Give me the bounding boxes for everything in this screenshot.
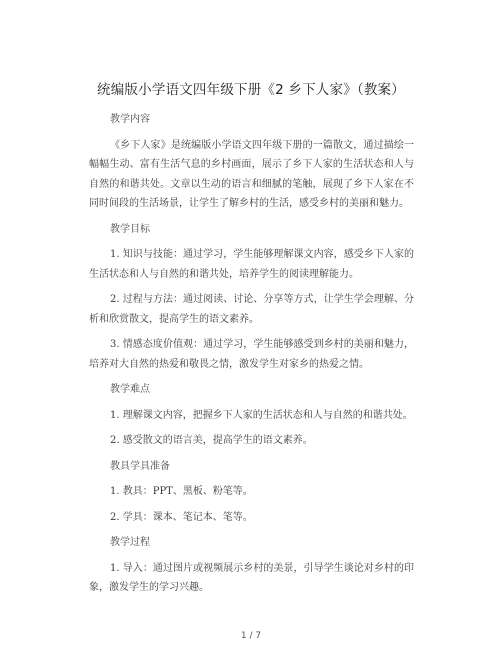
section-heading: 教学目标 bbox=[110, 223, 150, 235]
paragraph: 1. 导入：通过图片或视频展示乡村的美景，引导学生谈论对乡村的印象，激发学生的学习兴趣。 bbox=[89, 562, 414, 593]
paragraph: 2. 学具：课本、笔记本、笔等。 bbox=[110, 511, 253, 523]
section-heading: 教学内容 bbox=[110, 114, 150, 125]
document-body bbox=[89, 110, 414, 604]
section-heading: 教学难点 bbox=[110, 384, 150, 395]
paragraph: 3. 情感态度价值观：通过学习，学生能够感受到乡村的美丽和魅力，培养对大自然的热爱和敬畏之情，激发学生对家乡的热爱之情。 bbox=[89, 339, 414, 370]
page-number: 1 / 7 bbox=[240, 631, 262, 641]
paragraph: 2. 过程与方法：通过阅读、讨论、分享等方式，让学生学会理解、分析和欣赏散文，提高学生的语文素养。 bbox=[89, 294, 414, 325]
paragraph: 1. 理解课文内容，把握乡下人家的生活状态和人与自然的和谐共处。 bbox=[110, 409, 413, 421]
section-heading: 教具学具准备 bbox=[110, 460, 170, 472]
paragraph: 2. 感受散文的语言美，提高学生的语文素养。 bbox=[110, 435, 313, 446]
section-heading: 教学过程 bbox=[110, 537, 150, 548]
paragraph: 1. 知识与技能：通过学习，学生能够理解课文内容，感受乡下人家的生活状态和人与自然的和谐共处，培养学生的阅读理解能力。 bbox=[89, 249, 414, 280]
paragraph: 1. 教具：PPT、黑板、粉笔等。 bbox=[110, 486, 253, 497]
document-title: 统编版小学语文四年级下册《2 乡下人家》（教案） bbox=[97, 82, 405, 98]
paragraph: 《乡下人家》是统编版小学语文四年级下册的一篇散文，通过描绘一幅幅生动、富有生活气息的乡村画面，展示了乡下人家的生活状态和人与自然的和谐共处。文章以生动的语言和细腻的笔触，展现了乡下人家在不同时间段的生活场景，让学生了解乡村的生活，感受乡村的美丽和魅力。 bbox=[89, 139, 414, 209]
